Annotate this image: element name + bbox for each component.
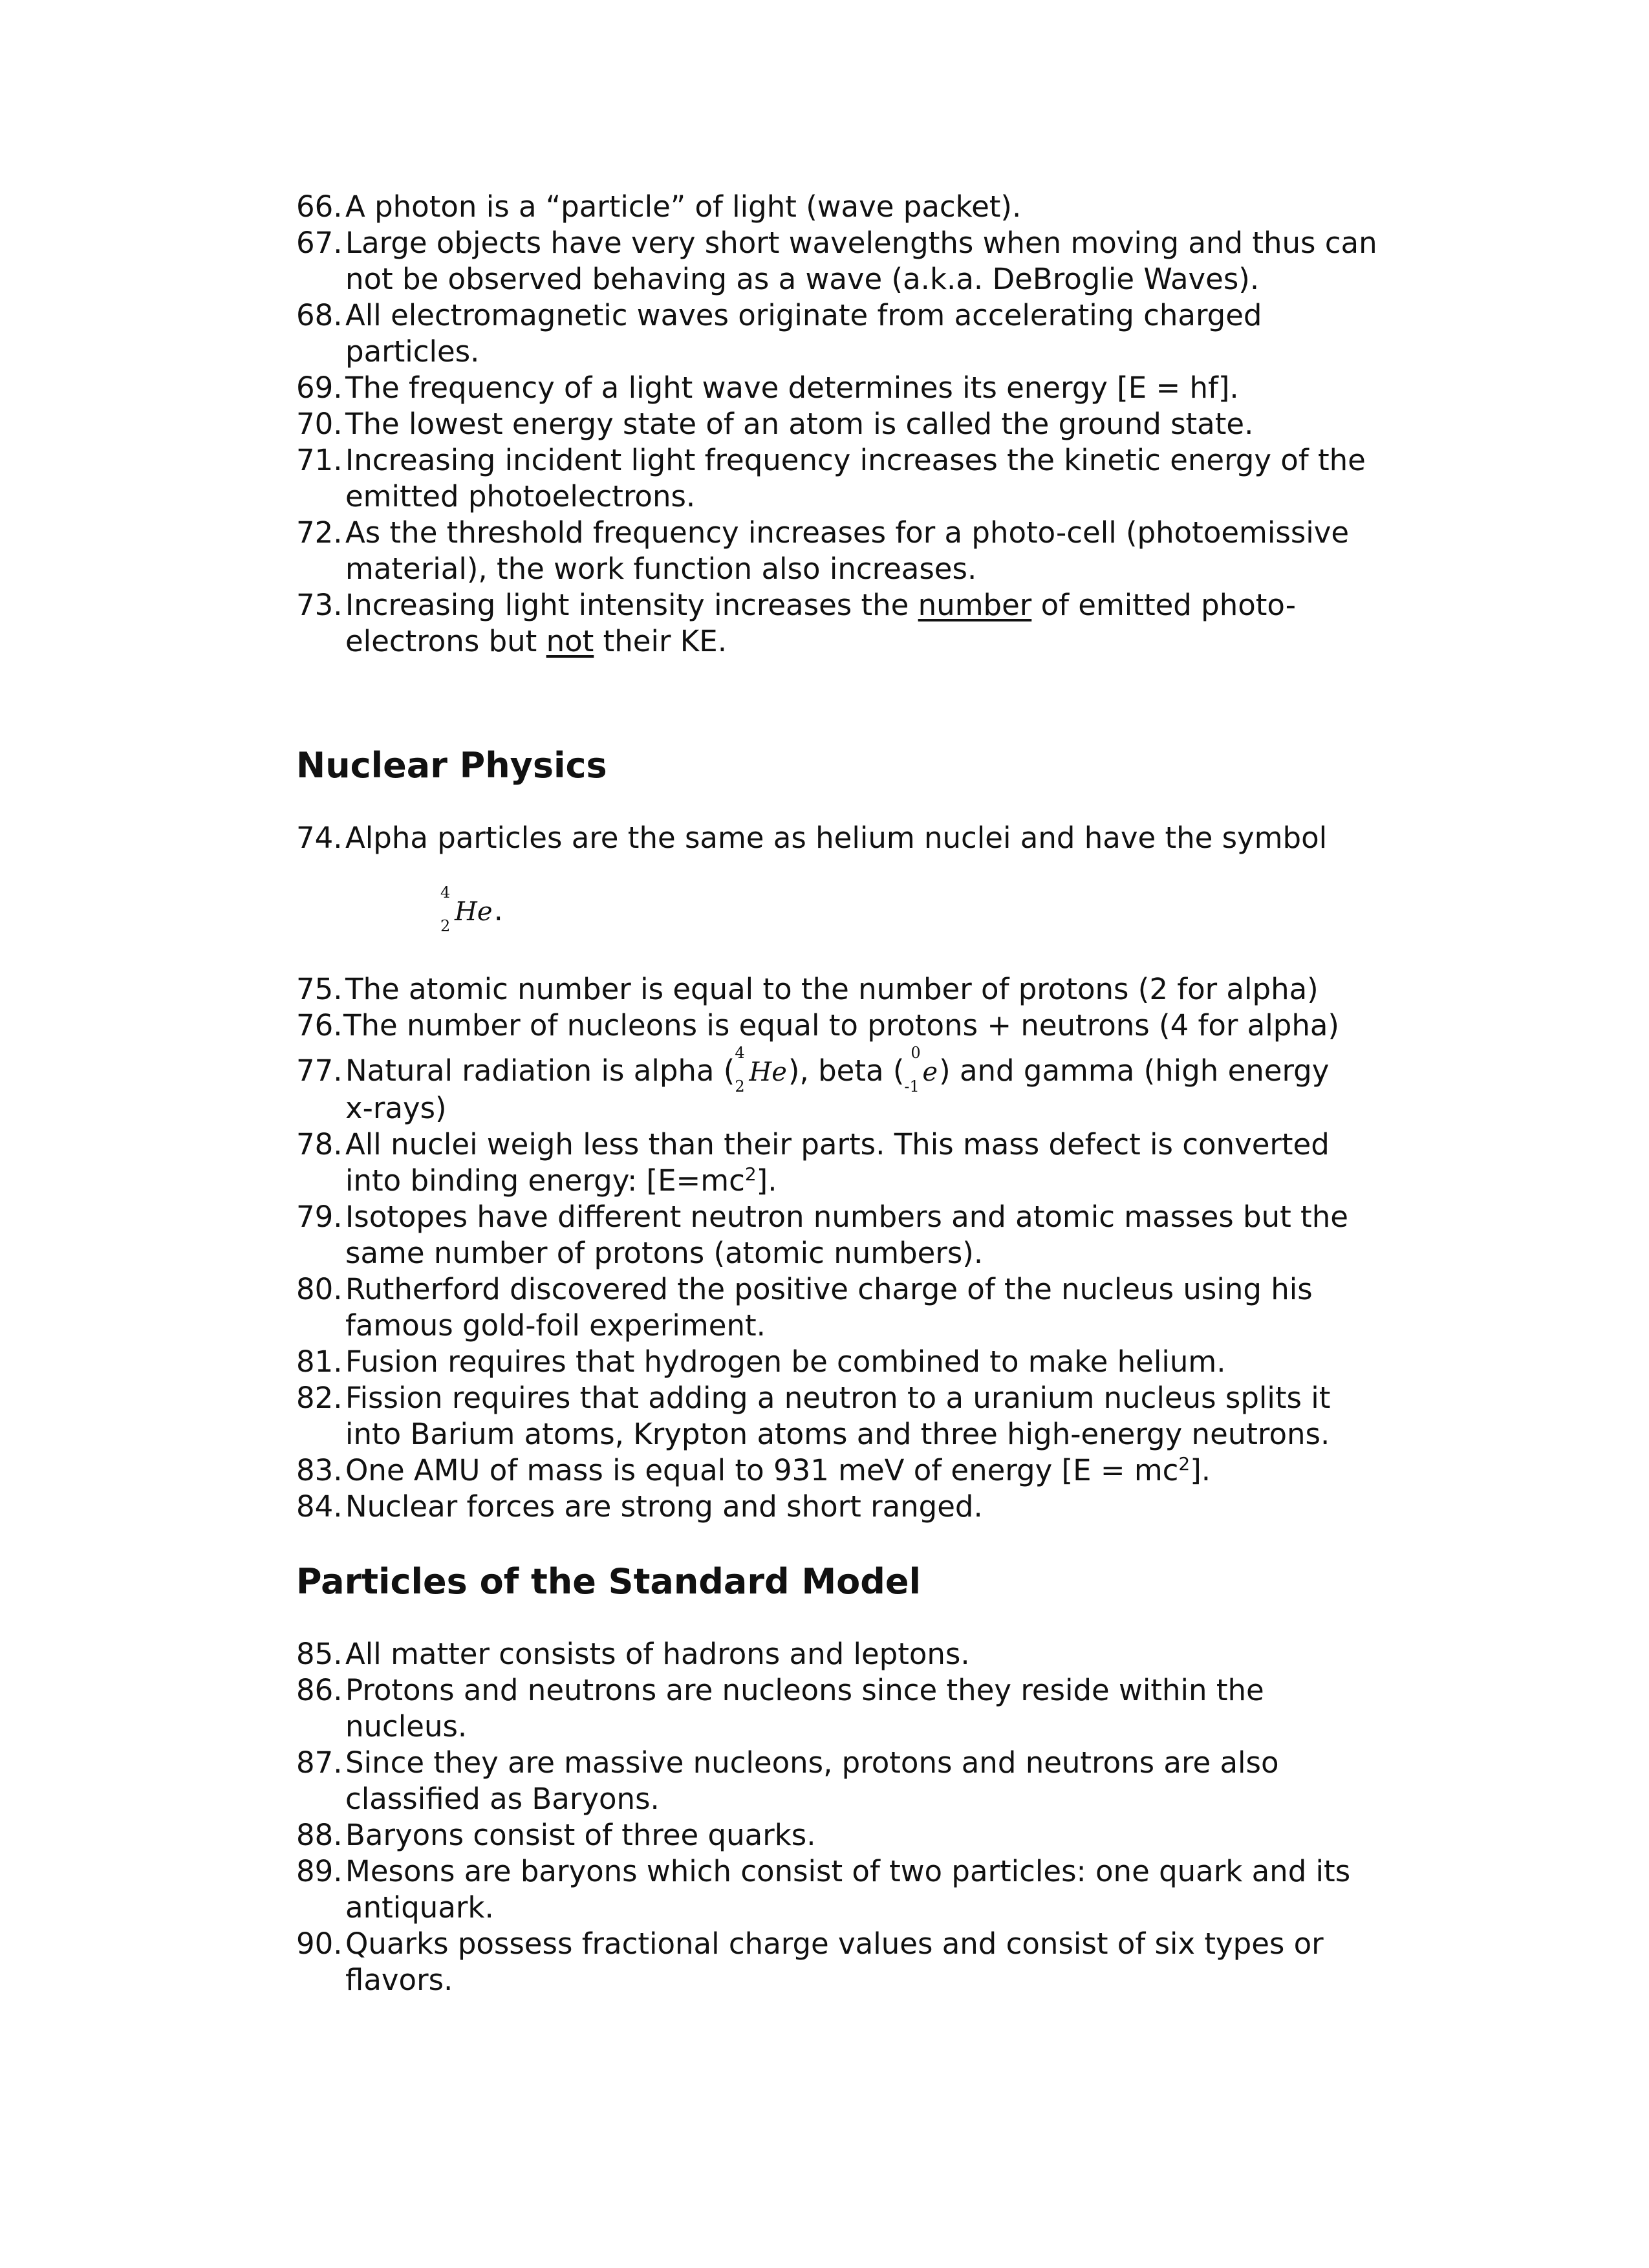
item-number: 89. bbox=[296, 1854, 343, 1888]
atomic-number: 2 bbox=[440, 917, 451, 935]
item-number: 80. bbox=[296, 1272, 343, 1306]
item-text: Fusion requires that hydrogen be combined to make helium. bbox=[345, 1345, 1226, 1379]
item-number: 86. bbox=[296, 1673, 343, 1707]
list-item bbox=[296, 1127, 1434, 1199]
item-number: 73. bbox=[296, 588, 343, 622]
item-number: 78. bbox=[296, 1127, 343, 1161]
item-text: same number of protons (atomic numbers). bbox=[345, 1236, 984, 1270]
item-text: their KE. bbox=[594, 624, 727, 658]
list-item bbox=[296, 1636, 1434, 1672]
list-item bbox=[296, 820, 1434, 966]
item-text: Protons and neutrons are nucleons since they reside within the bbox=[345, 1673, 1264, 1707]
beta-symbol bbox=[904, 1044, 938, 1096]
item-number: 74. bbox=[296, 821, 343, 855]
section-heading-nuclear-physics: Nuclear Physics bbox=[296, 745, 607, 786]
item-text: The frequency of a light wave determines its energy [E = hf]. bbox=[345, 371, 1239, 405]
item-number: 85. bbox=[296, 1637, 343, 1671]
item-text: nucleus. bbox=[345, 1709, 468, 1744]
item-number: 82. bbox=[296, 1381, 343, 1415]
list-item bbox=[296, 297, 1434, 370]
alpha-symbol bbox=[735, 1044, 787, 1096]
item-number: 70. bbox=[296, 407, 343, 441]
item-text: emitted photoelectrons. bbox=[345, 479, 696, 513]
item-text: The atomic number is equal to the number of protons (2 for alpha) bbox=[345, 972, 1319, 1006]
item-text: The lowest energy state of an atom is called the ground state. bbox=[345, 407, 1254, 441]
item-text: ]. bbox=[756, 1163, 777, 1198]
list-item bbox=[296, 971, 1434, 1008]
item-text: Baryons consist of three quarks. bbox=[345, 1818, 816, 1852]
item-number: 68. bbox=[296, 298, 343, 332]
item-number: 69. bbox=[296, 371, 343, 405]
item-text: Quarks possess fractional charge values and consist of six types or bbox=[345, 1927, 1324, 1961]
element-symbol: He bbox=[749, 1057, 787, 1087]
item-text: ) and gamma (high energy bbox=[939, 1053, 1330, 1088]
list-item bbox=[296, 515, 1434, 587]
list-item bbox=[296, 189, 1434, 225]
mass-number: 4 bbox=[440, 883, 451, 902]
item-number: 87. bbox=[296, 1745, 343, 1780]
item-text: ), beta ( bbox=[788, 1053, 905, 1088]
list-item bbox=[296, 1489, 1434, 1525]
item-text: Nuclear forces are strong and short ranged. bbox=[345, 1489, 983, 1524]
list-item bbox=[296, 406, 1434, 442]
item-number: 90. bbox=[296, 1927, 343, 1961]
helium-symbol bbox=[440, 883, 493, 935]
atomic-number: -1 bbox=[904, 1077, 920, 1096]
item-text: classified as Baryons. bbox=[345, 1782, 660, 1816]
top-list bbox=[296, 189, 1434, 660]
item-text: antiquark. bbox=[345, 1890, 494, 1925]
list-item bbox=[296, 1926, 1434, 1998]
item-text: electrons but bbox=[345, 624, 546, 658]
list-item bbox=[296, 1380, 1434, 1453]
element-symbol: e bbox=[922, 1057, 938, 1087]
item-text: All electromagnetic waves originate from accelerating charged bbox=[345, 298, 1262, 332]
item-number: 71. bbox=[296, 443, 343, 477]
item-text: Increasing light intensity increases the bbox=[345, 588, 918, 622]
item-text: famous gold-foil experiment. bbox=[345, 1308, 766, 1343]
superscript: 2 bbox=[1178, 1453, 1191, 1474]
item-text: into binding energy: [E=mc bbox=[345, 1163, 745, 1198]
list-item bbox=[296, 1817, 1434, 1853]
mass-number: 4 bbox=[735, 1044, 745, 1062]
item-number: 84. bbox=[296, 1489, 343, 1524]
item-text: material), the work function also increases. bbox=[345, 552, 977, 586]
item-text: ]. bbox=[1190, 1453, 1211, 1487]
item-text: into Barium atoms, Krypton atoms and three high-energy neutrons. bbox=[345, 1417, 1330, 1451]
item-number: 88. bbox=[296, 1818, 343, 1852]
list-item bbox=[296, 370, 1434, 406]
standard-model-list bbox=[296, 1636, 1434, 1998]
list-item bbox=[296, 1853, 1434, 1926]
underlined-word: number bbox=[918, 588, 1032, 622]
item-text: Since they are massive nucleons, protons and neutrons are also bbox=[345, 1745, 1279, 1780]
item-text: Alpha particles are the same as helium nuclei and have the symbol bbox=[345, 821, 1328, 855]
superscript: 2 bbox=[744, 1163, 757, 1185]
item-text: All matter consists of hadrons and leptons. bbox=[345, 1637, 970, 1671]
item-text: One AMU of mass is equal to 931 meV of energy [E = mc bbox=[345, 1453, 1179, 1487]
list-item bbox=[296, 442, 1434, 515]
list-item bbox=[296, 1745, 1434, 1817]
element-symbol: He bbox=[455, 897, 493, 927]
item-text: flavors. bbox=[345, 1963, 453, 1997]
item-number: 81. bbox=[296, 1345, 343, 1379]
nuclear-list bbox=[296, 820, 1434, 1525]
list-item bbox=[296, 1008, 1434, 1044]
item-text: not be observed behaving as a wave (a.k.a. DeBroglie Waves). bbox=[345, 262, 1260, 296]
item-text: Fission requires that adding a neutron to a uranium nucleus splits it bbox=[345, 1381, 1331, 1415]
item-text: Large objects have very short wavelengths when moving and thus can bbox=[345, 226, 1377, 260]
item-text: particles. bbox=[345, 334, 480, 369]
section-heading-standard-model: Particles of the Standard Model bbox=[296, 1561, 921, 1602]
item-text: . bbox=[493, 893, 503, 927]
list-item bbox=[296, 1199, 1434, 1271]
item-text: Rutherford discovered the positive charge of the nucleus using his bbox=[345, 1272, 1313, 1306]
document-content bbox=[296, 189, 1434, 1998]
list-item bbox=[296, 1271, 1434, 1344]
list-item bbox=[296, 1044, 1434, 1127]
list-item bbox=[296, 1344, 1434, 1380]
item-number: 67. bbox=[296, 226, 343, 260]
mass-number: 0 bbox=[911, 1044, 921, 1062]
item-number: 77. bbox=[296, 1053, 343, 1088]
underlined-word: not bbox=[546, 624, 594, 658]
list-item bbox=[296, 1672, 1434, 1745]
item-text: As the threshold frequency increases for a photo-cell (photoemissive bbox=[345, 515, 1350, 550]
item-text: All nuclei weigh less than their parts. This mass defect is converted bbox=[345, 1127, 1330, 1161]
item-text: x-rays) bbox=[345, 1091, 447, 1125]
item-number: 72. bbox=[296, 515, 343, 550]
item-number: 83. bbox=[296, 1453, 343, 1487]
item-number: 75. bbox=[296, 972, 343, 1006]
list-item bbox=[296, 225, 1434, 297]
list-item bbox=[296, 1453, 1434, 1489]
item-text: Increasing incident light frequency increases the kinetic energy of the bbox=[345, 443, 1366, 477]
item-text: A photon is a “particle” of light (wave packet). bbox=[345, 189, 1022, 224]
item-text: Natural radiation is alpha ( bbox=[345, 1053, 735, 1088]
list-item bbox=[296, 587, 1434, 660]
item-number: 79. bbox=[296, 1200, 343, 1234]
atomic-number: 2 bbox=[735, 1077, 745, 1096]
item-number: 76. bbox=[296, 1008, 343, 1042]
item-text: of emitted photo- bbox=[1031, 588, 1297, 622]
item-text: Isotopes have different neutron numbers and atomic masses but the bbox=[345, 1200, 1348, 1234]
item-text: The number of nucleons is equal to protons + neutrons (4 for alpha) bbox=[343, 1008, 1339, 1042]
item-number: 66. bbox=[296, 189, 343, 224]
item-text: Mesons are baryons which consist of two particles: one quark and its bbox=[345, 1854, 1351, 1888]
